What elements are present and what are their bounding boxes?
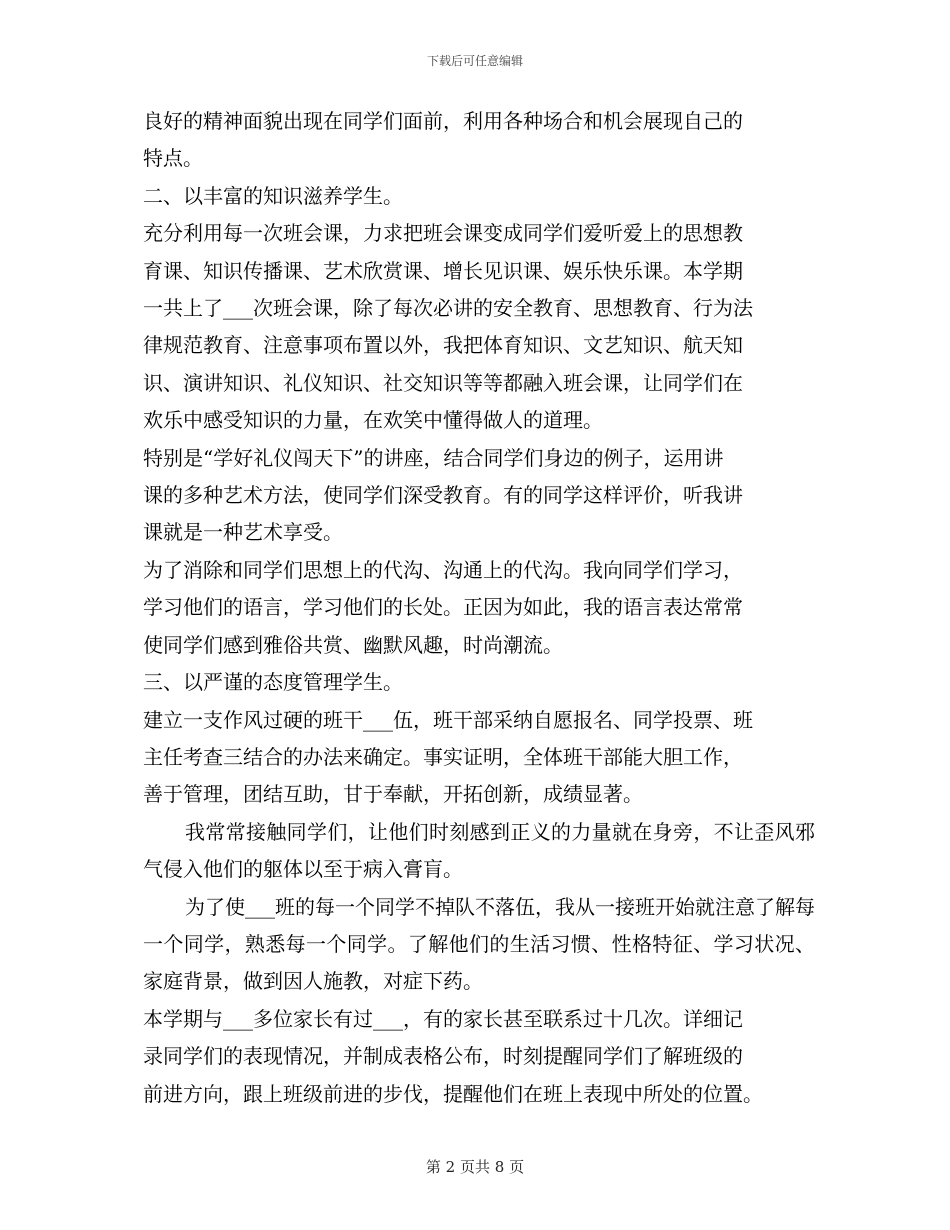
text-line: 课就是一种艺术享受。 (143, 520, 343, 545)
text-line: 律规范教育、注意事项布置以外，我把体育知识、文艺知识、航天知 (143, 333, 743, 358)
text-line: 课的多种艺术方法，使同学们深受教育。有的同学这样评价，听我讲 (143, 483, 743, 508)
section-heading: 二、以丰富的知识滋养学生。 (143, 183, 403, 208)
text-line: 使同学们感到雅俗共赏、幽默风趣，时尚潮流。 (143, 632, 563, 657)
indented-paragraph: 我常常接触同学们，让他们时刻感到正义的力量就在身旁，不让歪风邪气侵入他们的躯体以至于病入膏肓。 (143, 819, 815, 882)
text-line: 为了消除和同学们思想上的代沟、沟通上的代沟。我向同学们学习， (143, 557, 743, 582)
text-line: 主任考查三结合的办法来确定。事实证明，全体班干部能大胆工作， (143, 744, 743, 769)
text-line: 一共上了___次班会课，除了每次必讲的安全教育、思想教育、行为法 (143, 296, 753, 321)
text-line: 建立一支作风过硬的班干___伍，班干部采纳自愿报名、同学投票、班 (143, 707, 753, 732)
page-footer: 第 2 页共 8 页 (425, 1158, 525, 1176)
text-line: 育课、知识传播课、艺术欣赏课、增长见识课、娱乐快乐课。本学期 (143, 258, 743, 283)
text-line: 充分利用每一次班会课，力求把班会课变成同学们爱听爱上的思想教 (143, 221, 743, 246)
text-line: 特别是“学好礼仪闯天下”的讲座，结合同学们身边的例子，运用讲 (143, 445, 724, 470)
text-line: 前进方向，跟上班级前进的步伐，提醒他们在班上表现中所处的位置。 (143, 1081, 763, 1106)
text-line: 录同学们的表现情况，并制成表格公布，时刻提醒同学们了解班级的 (143, 1044, 743, 1069)
document-body (143, 103, 815, 1113)
text-line: 良好的精神面貌出现在同学们面前，利用各种场合和机会展现自己的 (143, 109, 743, 133)
page-header: 下载后可任意编辑 (426, 54, 523, 68)
text-line: 善于管理，团结互助，甘于奉献，开拓创新，成绩显著。 (143, 782, 643, 807)
indented-paragraph: 为了使___班的每一个同学不掉队不落伍，我从一接班开始就注意了解每一个同学，熟悉每一个同学。了解他们的生活习惯、性格特征、学习状况、家庭背景，做到因人施教，对症下药。 (143, 894, 815, 994)
text-line: 特点。 (143, 146, 203, 171)
text-line: 识、演讲知识、礼仪知识、社交知识等等都融入班会课，让同学们在 (143, 370, 743, 395)
section-heading: 三、以严谨的态度管理学生。 (143, 670, 403, 695)
text-line: 学习他们的语言，学习他们的长处。正因为如此，我的语言表达常常 (143, 595, 743, 620)
text-line: 本学期与___多位家长有过___，有的家长甚至联系过十几次。详细记 (143, 1006, 743, 1031)
text-line: 欢乐中感受知识的力量，在欢笑中懂得做人的道理。 (143, 408, 603, 433)
